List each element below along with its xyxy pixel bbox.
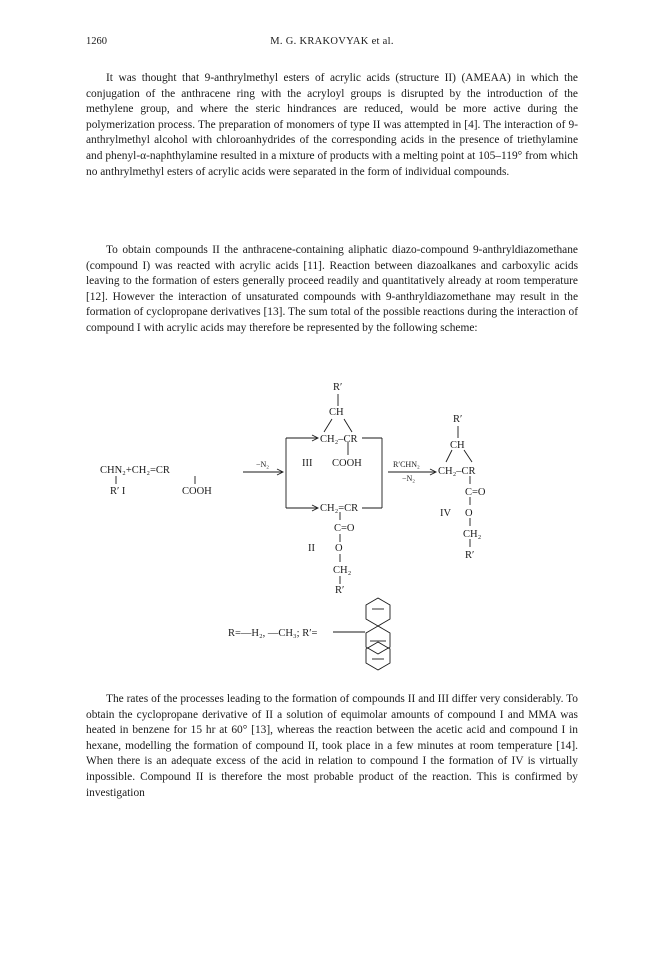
scheme-iii-label: III bbox=[302, 458, 313, 469]
scheme-reactant-r: R′ I bbox=[110, 486, 126, 497]
scheme-reactant-cooh: COOH bbox=[182, 486, 212, 497]
reaction-scheme bbox=[86, 380, 578, 680]
paragraph-1: It was thought that 9-anthrylmethyl esters of acrylic acids (structure II) (AMEAA) in which the conjugation of the anthracene ring with the acryloyl groups is disrupted by the introduction of the methylene group, and where the steric hindrances are reduced, would be more active during the polymerization process. The preparation of monomers of type II was attempted in [4]. The interaction of 9-anthrylmethyl alcohol with chloroanhydrides of the corresponding acids in the presence of triethylamine and phenyl-α-naphthylamine resulted in a mixture of products with a melting point at 105–119° from which no anthrylmethyl esters of acrylic acids were separated in the form of individual compounds. bbox=[86, 72, 578, 178]
scheme-ii-ch2-cr: CH₂=CR bbox=[320, 503, 359, 514]
scheme-ii-co: C=O bbox=[334, 523, 355, 534]
scheme-iv-top-r: R′ bbox=[453, 414, 463, 425]
page-header bbox=[86, 36, 578, 54]
scheme-iv-co: C=O bbox=[465, 487, 486, 498]
scheme-iv-label: IV bbox=[440, 508, 452, 519]
scheme-iv-ch2: CH₂ bbox=[463, 529, 482, 540]
running-title: M. G. KRAKOVYAK et al. bbox=[270, 36, 394, 47]
scheme-arrow-minus-n2: −N₂ bbox=[256, 460, 270, 469]
scheme-top-r: R′ bbox=[333, 382, 343, 393]
paragraph-2: To obtain compounds II the anthracene-containing aliphatic diazo-compound 9-anthryldiazomethane (compound I) was reacted with acrylic acids [11]. Reaction between diazoalkanes and carboxylic acids leaving to the formation of esters generally proceed readily and quantitatively already at room temperature [12]. However the interaction of unsaturated compounds with 9-anthryldiazomethane may result in the formation of cyclopropane derivatives [13]. The sum total of the possible reactions during the interaction of compound I with acrylic acids may therefore be represented by the following scheme: bbox=[86, 244, 578, 334]
scheme-iii-ch2-cr: CH₂–CR bbox=[320, 434, 358, 445]
scheme-iv-arrow-reagent: R′CHN₂ bbox=[393, 460, 420, 469]
scheme-iv-arrow-minus-n2: −N₂ bbox=[402, 474, 416, 483]
scheme-ii-label: II bbox=[308, 543, 315, 554]
scheme-ii-r: R′ bbox=[335, 585, 345, 596]
scheme-ii-o: O bbox=[335, 543, 343, 554]
reaction-scheme-drawing bbox=[86, 380, 578, 680]
scheme-reactants: CHN₂+CH₂=CR bbox=[100, 465, 170, 476]
scheme-legend: R=—H₂, —CH₃; R′= bbox=[228, 628, 318, 639]
scheme-iv-o: O bbox=[465, 508, 473, 519]
scheme-top-ch: CH bbox=[329, 407, 344, 418]
paragraph-3: The rates of the processes leading to the formation of compounds II and III differ very considerably. To obtain the cyclopropane derivative of II a solution of equimolar amounts of compound I and MMA was heated in benzene for 15 hr at 60° [13], whereas the reaction between the acetic acid and compound I in hexane, modelling the formation of compound II, took place in a few minutes at room temperature [14]. When there is an adequate excess of the acid in relation to compound I the formation of IV is virtually inpossible. Compound II is therefore the most probable product of the reaction. This is confirmed by investigation bbox=[86, 693, 578, 799]
scheme-iv-ch: CH bbox=[450, 440, 465, 451]
scheme-iv-ch2-cr: CH₂–CR bbox=[438, 466, 476, 477]
scheme-ii-ch2: CH₂ bbox=[333, 565, 352, 576]
scheme-iv-r: R′ bbox=[465, 550, 475, 561]
page-number: 1260 bbox=[86, 36, 107, 47]
scheme-iii-cooh: COOH bbox=[332, 458, 362, 469]
